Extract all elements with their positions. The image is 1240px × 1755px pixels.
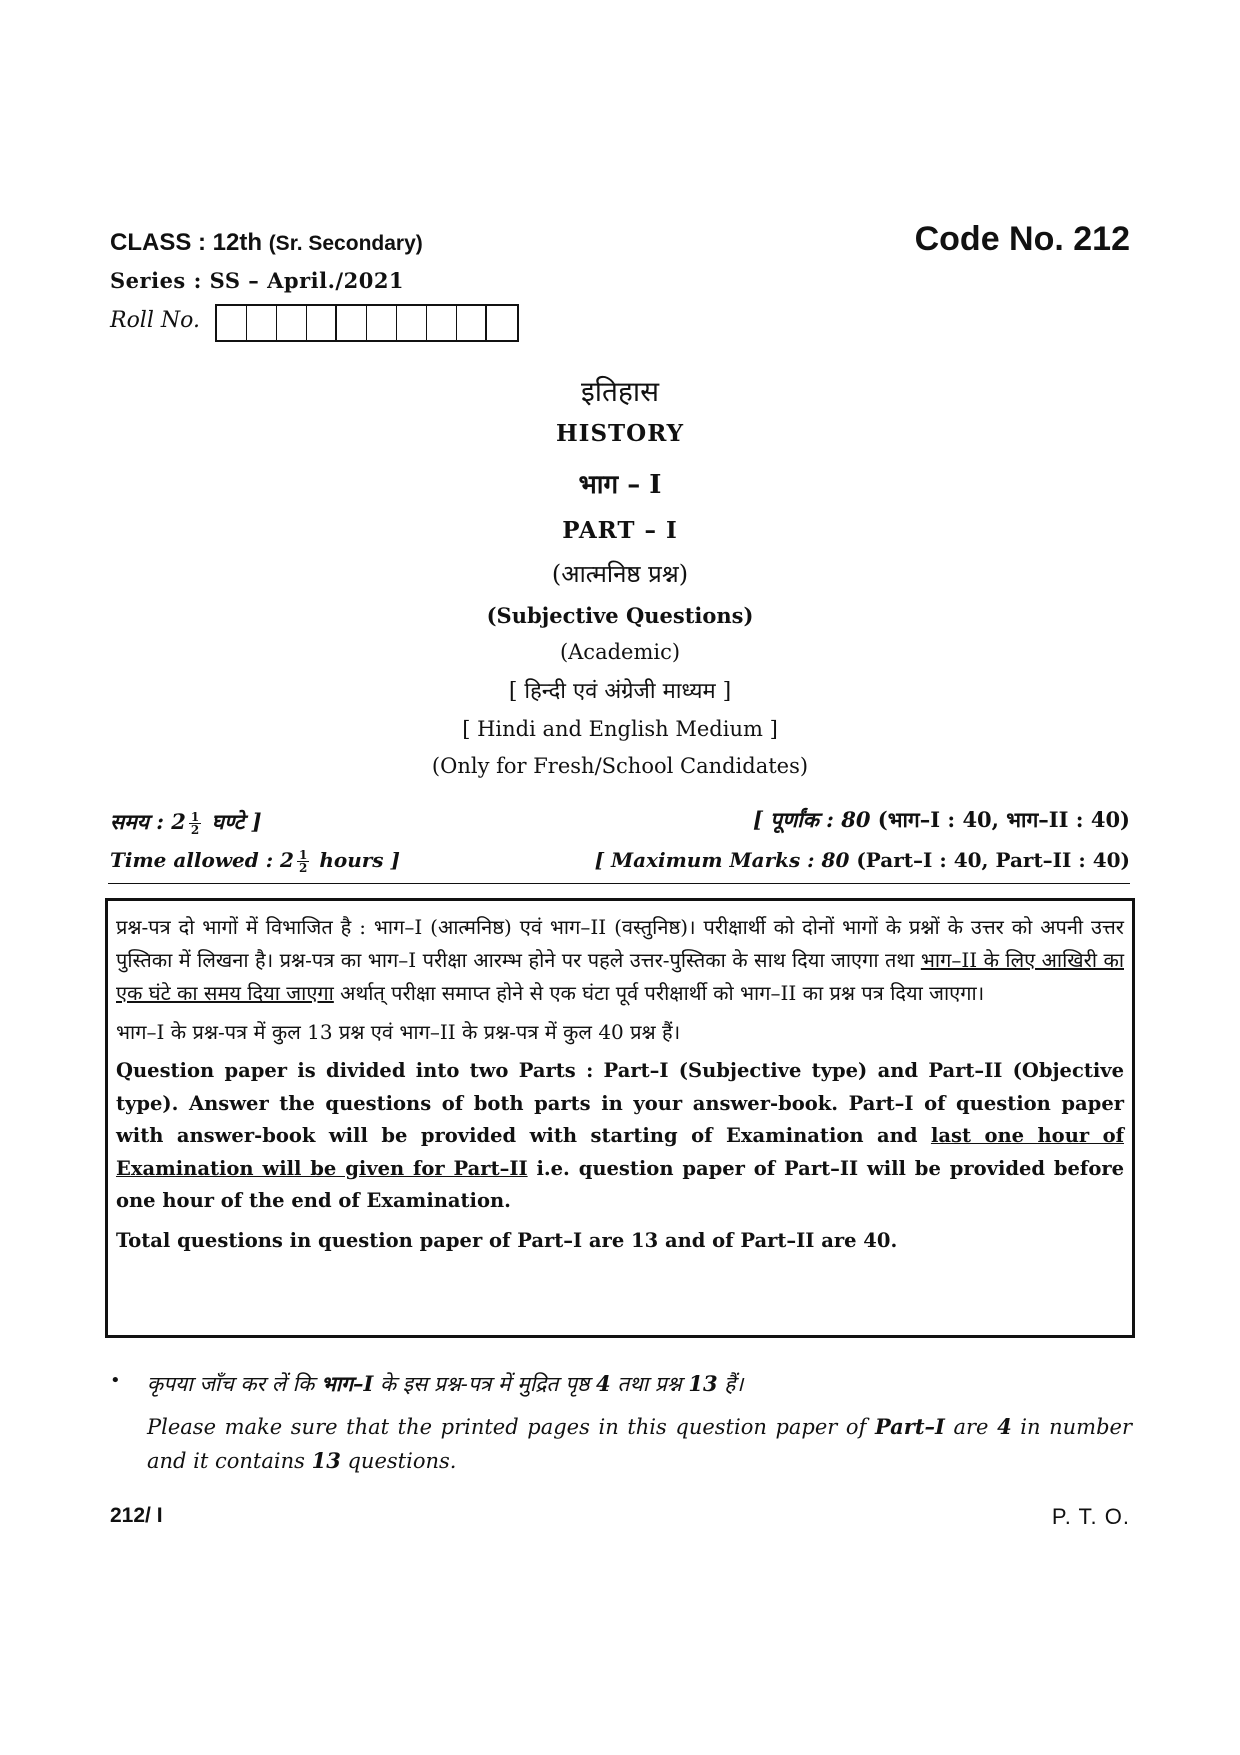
instruction-hindi-underlined: भाग–II के लिए आखिरी का एक घंटे का समय दिया जाएगा [116, 948, 1124, 1005]
time-allowed-hindi [110, 808, 262, 836]
footer-code: 212/ I [110, 1504, 163, 1527]
roll-number-label: Roll No. [110, 308, 200, 333]
instruction-english: Question paper is divided into two Parts : Part–I (Subjective type) and Part–II (Objective type). Answer the questions of both parts in your answer-book. Part–I of question paper with answer-book will be provided with starting of Examination and last one hour of Examination will be given for Part–II i.e. question paper of Part–II will be provided before one hour of the end of Examination. [116, 1059, 1125, 1212]
roll-digit-box[interactable] [427, 306, 457, 340]
instruction-english-underlined: last one hour of Examination will be given for Part–II [116, 1124, 1125, 1180]
roll-digit-box[interactable] [457, 306, 487, 340]
marks-en-label: [ Maximum Marks : 80 [594, 848, 850, 872]
roll-digit-box[interactable] [247, 306, 277, 340]
time-hi-unit: घण्टे ] [211, 809, 262, 834]
roll-digit-box[interactable] [307, 306, 337, 340]
time-en-label: Time allowed : 2 [110, 848, 294, 872]
instruction-english-total: Total questions in question paper of Part–I are 13 and of Part–II are 40. [116, 1228, 898, 1252]
academic-label: (Academic) [559, 640, 681, 664]
roll-number-boxes[interactable] [215, 304, 519, 342]
instructions-box [105, 898, 1135, 1338]
class-text: CLASS : 12th [110, 229, 263, 256]
code-number: Code No. 212 [914, 220, 1130, 258]
bullet-icon: • [110, 1370, 121, 1391]
question-type-hindi: (आत्मनिष्ठ प्रश्न) [551, 560, 689, 588]
pages-check-english: Please make sure that the printed pages in this question paper of Part–I are 4 in number and it contains 13 questions. [147, 1414, 1132, 1473]
roll-digit-box[interactable] [217, 306, 247, 340]
max-marks-english [595, 848, 1130, 872]
time-hi-label: समय : 2 [110, 809, 186, 834]
roll-digit-box[interactable] [397, 306, 427, 340]
marks-hi-parts: (भाग–I : 40, भाग–II : 40) [877, 807, 1130, 832]
instruction-hindi: प्रश्न-पत्र दो भागों में विभाजित है : भाग–I (आत्मनिष्ठ) एवं भाग–II (वस्तुनिष्ठ)। परीक्षार्थी को दोनों भागों के प्रश्नों के उत्तर को अपनी उत्तर पुस्तिका में लिखना है। प्रश्न-पत्र का भाग–I परीक्षा आरम्भ होने पर पहले उत्तर-पुस्तिका के साथ दिया जाएगा तथा भाग–II के लिए आखिरी का एक घंटे का समय दिया जाएगा अर्थात् परीक्षा समाप्त होने से एक घंटा पूर्व परीक्षार्थी को भाग–II का प्रश्न पत्र दिया जाएगा। [116, 915, 1124, 1005]
roll-digit-box[interactable] [367, 306, 397, 340]
class-label [110, 229, 423, 257]
roll-digit-box[interactable] [487, 306, 517, 340]
time-en-unit: hours ] [319, 848, 400, 872]
divider [108, 883, 1130, 884]
marks-en-parts: (Part–I : 40, Part–II : 40) [856, 848, 1130, 872]
fraction-half: $\frac{1}{2}$ [298, 848, 308, 875]
time-allowed-english [110, 848, 400, 874]
instruction-hindi-total: भाग–I के प्रश्न-पत्र में कुल 13 प्रश्न एवं भाग–II के प्रश्न-पत्र में कुल 40 प्रश्न हैं। [116, 1020, 681, 1044]
medium-hindi: [ हिन्दी एवं अंग्रेजी माध्यम ] [508, 679, 732, 704]
marks-hi-label: [ पूर्णांक : 80 [752, 807, 871, 832]
please-turn-over: P. T. O. [1051, 1504, 1130, 1529]
roll-digit-box[interactable] [337, 306, 367, 340]
roll-digit-box[interactable] [277, 306, 307, 340]
subject-title-english: HISTORY [555, 420, 685, 447]
pages-check-hindi: कृपया जाँच कर लें कि भाग–I के इस प्रश्न-पत्र में मुद्रित पृष्ठ 4 तथा प्रश्न 13 हैं। [147, 1371, 744, 1396]
part-title-english: PART – I [562, 517, 678, 544]
max-marks-hindi [753, 806, 1130, 834]
subject-title-hindi: इतिहास [580, 375, 659, 408]
series-label: Series : SS – April./2021 [110, 268, 405, 293]
fraction-half: $\frac{1}{2}$ [190, 810, 200, 837]
candidates-note: (Only for Fresh/School Candidates) [431, 754, 809, 778]
class-subtext: (Sr. Secondary) [268, 232, 423, 255]
medium-english: [ Hindi and English Medium ] [462, 717, 778, 741]
question-type-english: (Subjective Questions) [486, 603, 754, 628]
part-title-hindi: भाग – I [578, 470, 662, 500]
